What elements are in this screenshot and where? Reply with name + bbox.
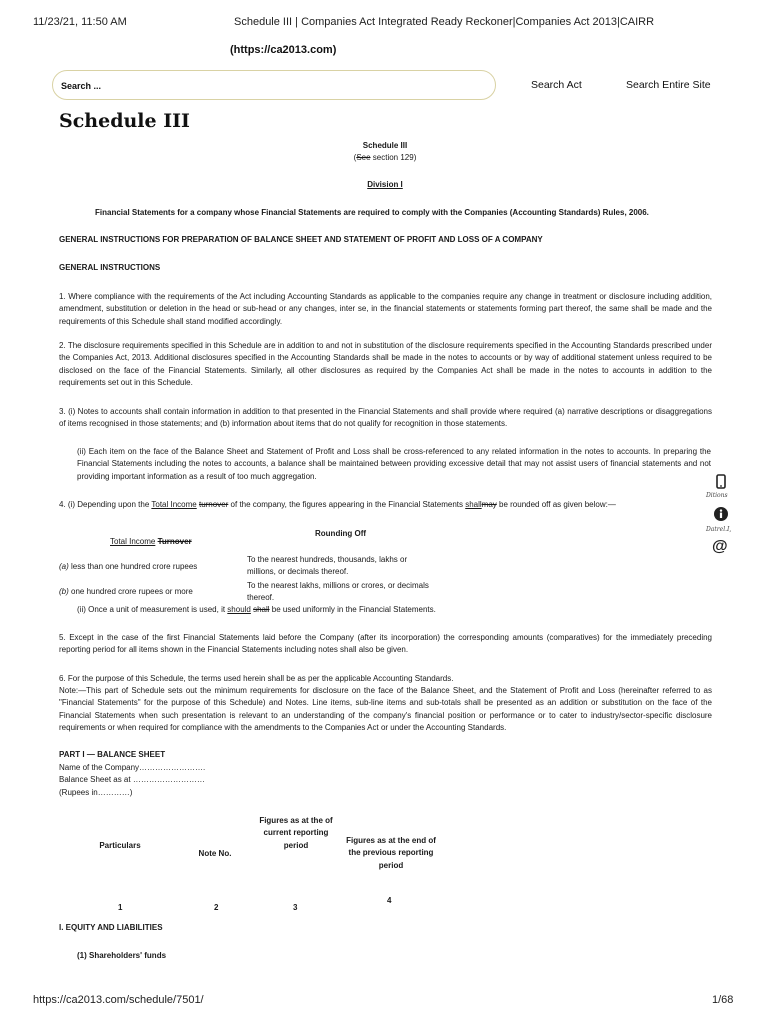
search-box[interactable]	[52, 70, 496, 100]
rounding-row-a-label: (a) less than one hundred crore rupees	[59, 562, 198, 571]
th-particulars: Particulars	[99, 841, 141, 850]
footer-url[interactable]: https://ca2013.com/schedule/7501/	[33, 994, 204, 1006]
mobile-phone-icon[interactable]	[714, 474, 728, 490]
paragraph-2: 2. The disclosure requirements specified in this Schedule are in addition to and not in substitution of the disclosure requirements specified in the Accounting Standards prescribed under the Companies Act, 2013. Additional disclosures specified in the Accounting Standards shall be made in the notes to accounts or by way of additional statement unless required to be disclosed on the face of the Financial Statements. Similarly, all other disclosures as required by the Companies Act shall be made in the notes to accounts in addition to the requirements set out in this Schedule.	[59, 341, 712, 388]
rounding-col-header: Total Income Turnover	[110, 537, 192, 546]
rounding-row-b-value: To the nearest lakhs, millions or crores, or decimals thereof.	[247, 581, 429, 603]
shareholders-funds-heading: (1) Shareholders' funds	[77, 951, 167, 960]
company-name-line: Name of the Company…………………….	[59, 763, 206, 772]
fs-title: Financial Statements for a company whose Financial Statements are required to comply with the Companies (Accounting Standards) Rules, 2006.	[95, 208, 649, 217]
paragraph-5: 5. Except in the case of the first Financial Statements laid before the Company (after its incorporation) the corresponding amounts (comparatives) for the immediately preceding reporting period for all items shown in the Financial Statements including notes shall also be given.	[59, 633, 712, 655]
th-current-period: Figures as at the of current reporting period	[259, 816, 333, 850]
site-link[interactable]: (https://ca2013.com)	[230, 44, 337, 56]
part-1-heading: PART I — BALANCE SHEET	[59, 750, 166, 759]
equity-liabilities-heading: I. EQUITY AND LIABILITIES	[59, 923, 163, 932]
info-icon[interactable]	[713, 506, 729, 522]
footer-page-number: 1/68	[712, 994, 734, 1006]
rounding-row-a-value: To the nearest hundreds, thousands, lakhs or millions, or decimals thereof.	[247, 555, 408, 577]
rounding-row-b-label: (b) one hundred crore rupees or more	[59, 587, 193, 596]
search-act-link[interactable]: Search Act	[531, 79, 582, 91]
col-num-1: 1	[118, 903, 123, 912]
note-paragraph: Note:—This part of Schedule sets out the minimum requirements for disclosure on the face of the Balance Sheet, and the Statement of Profit and Loss (hereinafter referred to as "Financial Statements" for the purpose of this Schedule) and Notes. Line items, sub-line items and sub-totals shall be presented as an addition or substitution on the face of the Financial Statements when such presentation is relevant to an understanding of the company's financial position or performance or to cater to industry/sector-specific disclosure requirements or when required for compliance with the amendments to the Companies Act or under the Accounting Standards.	[59, 686, 712, 733]
page-heading: Schedule III	[59, 110, 190, 132]
print-datetime: 11/23/21, 11:50 AM	[33, 16, 127, 28]
paragraph-4i: 4. (i) Depending upon the Total Income turnover of the company, the figures appearing in the Financial Statements shallmay be rounded off as given below:—	[59, 500, 616, 509]
col-num-3: 3	[293, 903, 298, 912]
paragraph-3ii: (ii) Each item on the face of the Balance Sheet and Statement of Profit and Loss shall be cross-referenced to any related information in the notes to accounts. In preparing the Financial Statements including the notes to accounts, a balance shall be maintained between providing excessive detail that may not assist users of financial statements and not providing important information as a result of too much aggregation.	[77, 447, 711, 481]
paragraph-3i: 3. (i) Notes to accounts shall contain information in addition to that presented in the Financial Statements and shall provide where required (a) narrative descriptions or disaggregations of items recognised in those statements; and (b) information about items that do not qualify for recognition in those statements.	[59, 407, 712, 429]
gi-subheading: GENERAL INSTRUCTIONS	[59, 263, 161, 272]
th-note-no: Note No.	[198, 849, 232, 858]
rupees-line: (Rupees in…………)	[59, 788, 133, 797]
see-section: (See section 129)	[353, 153, 417, 162]
rounding-heading: Rounding Off	[315, 529, 367, 538]
search-input[interactable]	[59, 77, 483, 95]
print-page-title: Schedule III | Companies Act Integrated Ready Reckoner|Companies Act 2013|CAIRR	[234, 16, 655, 28]
at-sign-icon[interactable]: @	[712, 538, 728, 555]
search-entire-site-link[interactable]: Search Entire Site	[626, 79, 711, 91]
side-label-1: Ditions	[706, 492, 728, 499]
schedule-title: Schedule III	[362, 141, 408, 150]
balance-sheet-date-line: Balance Sheet as at ………………………	[59, 775, 205, 784]
col-num-2: 2	[214, 903, 219, 912]
th-previous-period: Figures as at the end of the previous reporting period	[346, 836, 436, 870]
division-title: Division I	[367, 180, 403, 189]
paragraph-1: 1. Where compliance with the requirements of the Act including Accounting Standards as applicable to the companies require any change in treatment or disclosure including addition, amendment, substitution or deletion in the head or sub-head or any changes, inter se, in the financial statements or statements forming part thereof, the same shall be made and the requirements of this Schedule shall stand modified accordingly.	[59, 292, 712, 326]
paragraph-4ii: (ii) Once a unit of measurement is used, it should shall be used uniformly in the Financial Statements.	[77, 605, 436, 614]
gi-heading: GENERAL INSTRUCTIONS FOR PREPARATION OF BALANCE SHEET AND STATEMENT OF PROFIT AND LOSS OF A COMPANY	[59, 235, 543, 244]
paragraph-6: 6. For the purpose of this Schedule, the terms used herein shall be as per the applicable Accounting Standards.	[59, 674, 454, 683]
col-num-4: 4	[387, 896, 392, 905]
side-label-2: Datrel.I,	[706, 526, 732, 533]
